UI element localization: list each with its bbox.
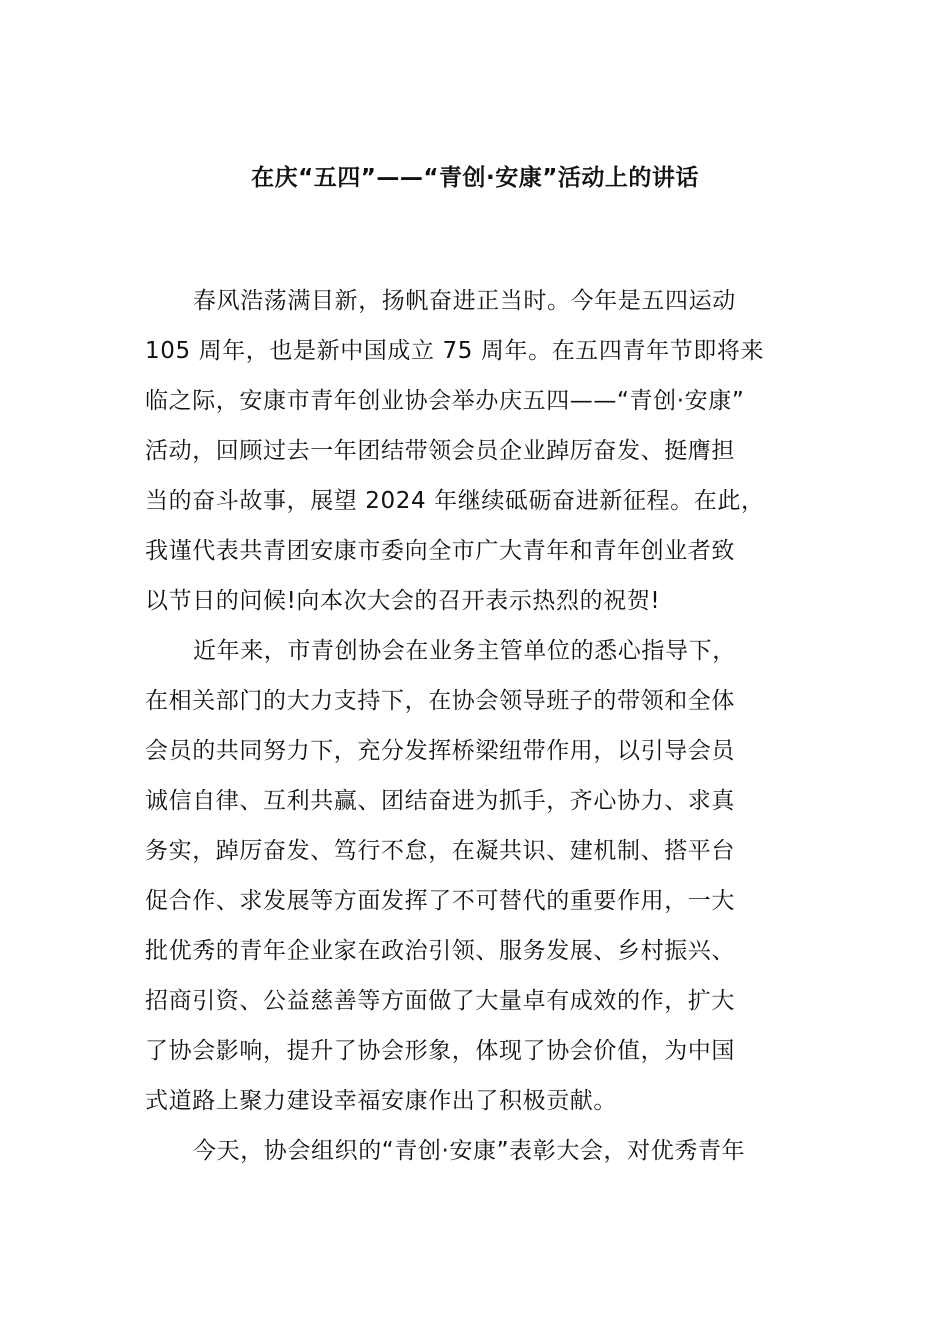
paragraph-1-line: 以节日的问候!向本次大会的召开表示热烈的祝贺!	[145, 588, 661, 614]
paragraph-1-line: 我谨代表共青团安康市委向全市广大青年和青年创业者致	[145, 538, 735, 564]
paragraph-1-line: 临之际，安康市青年创业协会举办庆五四——“青创·安康”	[145, 388, 745, 414]
paragraph-2-line: 务实，踔厉奋发、笃行不怠，在凝共识、建机制、搭平台	[145, 838, 735, 864]
paragraph-1-line: 当的奋斗故事，展望 2024 年继续砥砺奋进新征程。在此，	[145, 488, 765, 514]
paragraph-2-line: 在相关部门的大力支持下，在协会领导班子的带领和全体	[145, 688, 735, 714]
paragraph-1-line: 活动，回顾过去一年团结带领会员企业踔厉奋发、挺膺担	[145, 438, 735, 464]
document-title: 在庆“五四”——“青创·安康”活动上的讲话	[251, 165, 699, 191]
paragraph-2-line: 批优秀的青年企业家在政治引领、服务发展、乡村振兴、	[145, 938, 735, 964]
paragraph-2-line: 了协会影响，提升了协会形象，体现了协会价值，为中国	[145, 1038, 735, 1064]
paragraph-2-line: 近年来，市青创协会在业务主管单位的悉心指导下，	[193, 638, 736, 664]
document-body	[145, 276, 810, 1176]
paragraph-1-line: 105 周年，也是新中国成立 75 周年。在五四青年节即将来	[145, 338, 765, 364]
paragraph-2-line: 促合作、求发展等方面发挥了不可替代的重要作用，一大	[145, 888, 735, 914]
paragraph-2-line: 式道路上聚力建设幸福安康作出了积极贡献。	[145, 1088, 617, 1114]
paragraph-2-line: 招商引资、公益慈善等方面做了大量卓有成效的作，扩大	[145, 988, 735, 1014]
paragraph-3-line: 今天，协会组织的“青创·安康”表彰大会，对优秀青年	[193, 1138, 746, 1164]
paragraph-2-line: 诚信自律、互利共赢、团结奋进为抓手，齐心协力、求真	[145, 788, 735, 814]
paragraph-1-line: 春风浩荡满目新，扬帆奋进正当时。今年是五四运动	[193, 288, 736, 314]
paragraph-2-line: 会员的共同努力下，充分发挥桥梁纽带作用，以引导会员	[145, 738, 735, 764]
